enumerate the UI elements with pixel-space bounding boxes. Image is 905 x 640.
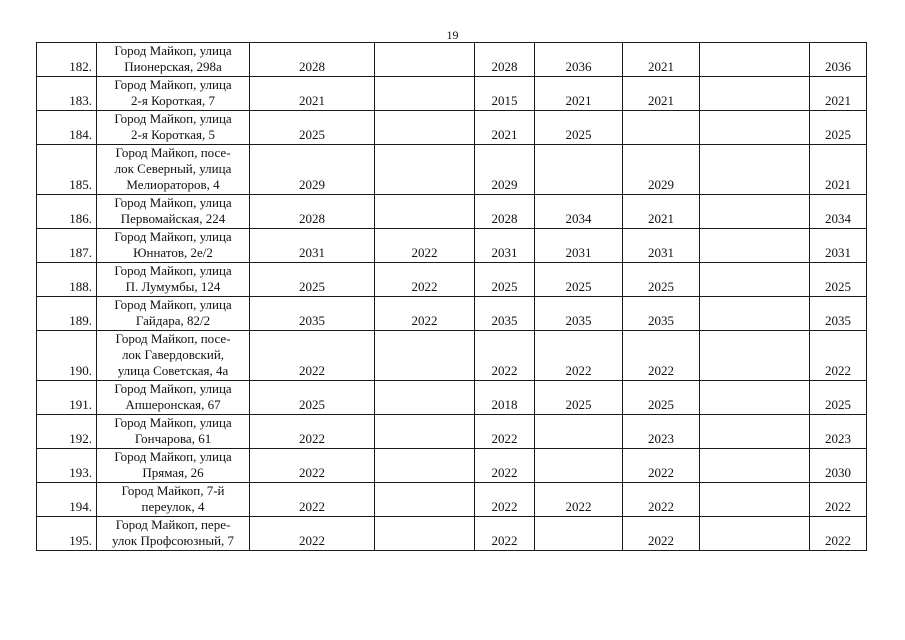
year-cell: 2031 [810,229,867,263]
address-cell: Город Майкоп, улица Прямая, 26 [97,449,250,483]
year-cell [535,415,623,449]
year-cell: 2028 [250,43,375,77]
year-cell: 2028 [250,195,375,229]
year-cell: 2025 [623,381,700,415]
year-cell: 2022 [810,483,867,517]
year-cell: 2025 [535,263,623,297]
table-row [37,263,867,297]
year-cell [700,297,810,331]
year-cell [375,415,475,449]
year-cell: 2021 [623,77,700,111]
year-cell: 2021 [623,43,700,77]
year-cell [375,43,475,77]
year-cell: 2031 [535,229,623,263]
year-cell: 2022 [375,297,475,331]
schedule-table [36,42,867,551]
year-cell: 2025 [810,263,867,297]
year-cell [375,517,475,551]
address-cell: Город Майкоп, улица Пионерская, 298а [97,43,250,77]
year-cell: 2030 [810,449,867,483]
year-cell: 2025 [250,111,375,145]
year-cell: 2021 [623,195,700,229]
table-row [37,517,867,551]
year-cell: 2029 [250,145,375,195]
row-number: 193. [37,449,97,483]
year-cell: 2031 [623,229,700,263]
year-cell: 2022 [535,483,623,517]
year-cell [700,483,810,517]
year-cell: 2025 [535,111,623,145]
year-cell: 2022 [623,483,700,517]
address-cell: Город Майкоп, улица Юннатов, 2е/2 [97,229,250,263]
year-cell: 2022 [375,229,475,263]
year-cell: 2036 [810,43,867,77]
table-row [37,77,867,111]
table-row [37,483,867,517]
year-cell: 2021 [810,77,867,111]
year-cell: 2029 [475,145,535,195]
year-cell: 2028 [475,195,535,229]
year-cell [375,483,475,517]
year-cell: 2022 [475,415,535,449]
row-number: 188. [37,263,97,297]
row-number: 189. [37,297,97,331]
year-cell [700,145,810,195]
year-cell: 2022 [475,517,535,551]
year-cell [700,263,810,297]
year-cell: 2015 [475,77,535,111]
year-cell: 2035 [623,297,700,331]
address-cell: Город Майкоп, посе- лок Северный, улица Мелиораторов, 4 [97,145,250,195]
year-cell [700,229,810,263]
table-row [37,145,867,195]
address-cell: Город Майкоп, улица 2-я Короткая, 5 [97,111,250,145]
year-cell [700,77,810,111]
year-cell: 2022 [623,331,700,381]
address-cell: Город Майкоп, улица 2-я Короткая, 7 [97,77,250,111]
year-cell: 2022 [810,331,867,381]
year-cell: 2036 [535,43,623,77]
year-cell [375,195,475,229]
year-cell: 2031 [475,229,535,263]
year-cell [375,145,475,195]
year-cell: 2023 [810,415,867,449]
year-cell: 2035 [535,297,623,331]
year-cell [700,415,810,449]
year-cell: 2021 [250,77,375,111]
year-cell [375,331,475,381]
year-cell [375,77,475,111]
year-cell: 2025 [535,381,623,415]
year-cell: 2025 [810,111,867,145]
year-cell [375,111,475,145]
year-cell [535,145,623,195]
year-cell: 2021 [810,145,867,195]
year-cell: 2022 [623,449,700,483]
address-cell: Город Майкоп, посе- лок Гавердовский, улица Советская, 4а [97,331,250,381]
year-cell: 2022 [250,331,375,381]
year-cell: 2025 [810,381,867,415]
page-number: 19 [446,28,459,42]
row-number: 192. [37,415,97,449]
year-cell: 2022 [623,517,700,551]
row-number: 182. [37,43,97,77]
table-body [37,43,867,551]
year-cell: 2022 [475,449,535,483]
table-row [37,297,867,331]
year-cell [535,517,623,551]
year-cell: 2025 [475,263,535,297]
year-cell: 2035 [250,297,375,331]
year-cell: 2022 [475,483,535,517]
address-cell: Город Майкоп, улица Апшеронская, 67 [97,381,250,415]
year-cell [623,111,700,145]
row-number: 187. [37,229,97,263]
year-cell: 2025 [250,263,375,297]
row-number: 190. [37,331,97,381]
table-row [37,111,867,145]
year-cell [375,381,475,415]
year-cell [700,381,810,415]
year-cell: 2021 [535,77,623,111]
table-row [37,449,867,483]
year-cell: 2022 [375,263,475,297]
year-cell [535,449,623,483]
year-cell: 2022 [250,517,375,551]
row-number: 194. [37,483,97,517]
table-row [37,331,867,381]
year-cell [700,111,810,145]
year-cell: 2035 [475,297,535,331]
year-cell: 2029 [623,145,700,195]
address-cell: Город Майкоп, улица Первомайская, 224 [97,195,250,229]
address-cell: Город Майкоп, улица П. Лумумбы, 124 [97,263,250,297]
year-cell: 2031 [250,229,375,263]
table-row [37,195,867,229]
year-cell: 2022 [475,331,535,381]
row-number: 191. [37,381,97,415]
row-number: 195. [37,517,97,551]
row-number: 183. [37,77,97,111]
year-cell: 2018 [475,381,535,415]
year-cell [375,449,475,483]
year-cell: 2022 [250,415,375,449]
year-cell [700,517,810,551]
year-cell [700,331,810,381]
table-row [37,415,867,449]
address-cell: Город Майкоп, улица Гайдара, 82/2 [97,297,250,331]
year-cell: 2022 [810,517,867,551]
year-cell: 2022 [250,449,375,483]
table-row [37,43,867,77]
year-cell: 2028 [475,43,535,77]
address-cell: Город Майкоп, улица Гончарова, 61 [97,415,250,449]
year-cell [700,43,810,77]
year-cell: 2025 [250,381,375,415]
year-cell: 2034 [810,195,867,229]
row-number: 184. [37,111,97,145]
year-cell: 2035 [810,297,867,331]
year-cell: 2025 [623,263,700,297]
year-cell: 2034 [535,195,623,229]
year-cell: 2022 [250,483,375,517]
address-cell: Город Майкоп, пере- улок Профсоюзный, 7 [97,517,250,551]
address-cell: Город Майкоп, 7-й переулок, 4 [97,483,250,517]
table-row [37,229,867,263]
year-cell [700,195,810,229]
year-cell: 2023 [623,415,700,449]
year-cell [700,449,810,483]
table-row [37,381,867,415]
year-cell: 2022 [535,331,623,381]
year-cell: 2021 [475,111,535,145]
row-number: 185. [37,145,97,195]
row-number: 186. [37,195,97,229]
